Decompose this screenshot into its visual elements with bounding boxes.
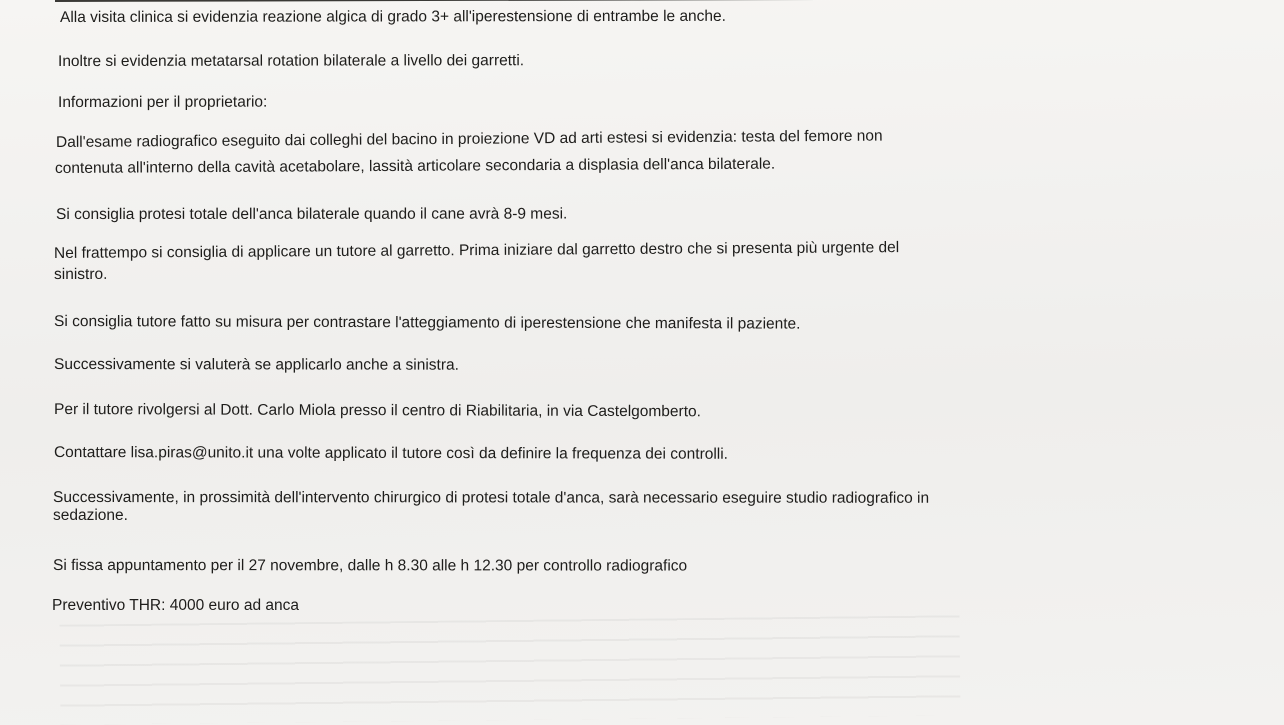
left-side-evaluation-line: Successivamente si valuterà se applicarlo anche a sinistra. [53, 356, 459, 374]
radiography-line-1: Dall'esame radiografico eseguito dai colleghi del bacino in proiezione VD ad arti estesi si evidenzia: testa del femore non [55, 127, 883, 151]
custom-brace-line: Si consiglia tutore fatto su misura per contrastare l'atteggiamento di iperestensione che manifesta il paziente. [53, 313, 801, 333]
brace-advice-line-2: sinistro. [53, 265, 108, 283]
top-border-line [55, 0, 1175, 2]
radiography-line-2: contenuta all'interno della cavità acetabolare, lassità articolare secondaria a displasia dell'anca bilaterale. [54, 155, 776, 177]
brace-advice-line-1: Nel frattempo si consiglia di applicare un tutore al garretto. Prima iniziare dal garretto destro che si presenta più urgente del [53, 239, 900, 262]
sedation-study-line-2: sedazione. [53, 507, 128, 524]
estimate-line: Preventivo THR: 4000 euro ad anca [52, 597, 300, 614]
email-contact-line: Contattare lisa.piras@unito.it una volte applicato il tutore così da definire la frequenza dei controlli. [53, 444, 729, 463]
prosthesis-advice-line: Si consiglia protesi totale dell'anca bilaterale quando il cane avrà 8-9 mesi. [55, 205, 568, 223]
metatarsal-line: Inoltre si evidenzia metatarsal rotation bilaterale a livello dei garretti. [57, 52, 525, 70]
appointment-line: Si fissa appuntamento per il 27 novembre, dalle h 8.30 alle h 12.30 per controllo radiografico [52, 557, 688, 575]
sedation-study-line-1: Successivamente, in prossimità dell'intervento chirurgico di protesi totale d'anca, sarà necessario eseguire studio radiografico in [52, 489, 930, 507]
owner-info-heading: Informazioni per il proprietario: [57, 93, 268, 111]
show-through-texture [60, 615, 961, 724]
exam-finding-line: Alla visita clinica si evidenzia reazione algica di grado 3+ all'iperestensione di entrambe le anche. [59, 7, 726, 26]
brace-contact-line: Per il tutore rivolgersi al Dott. Carlo Miola presso il centro di Riabilitaria, in via Castelgomberto. [53, 401, 701, 421]
